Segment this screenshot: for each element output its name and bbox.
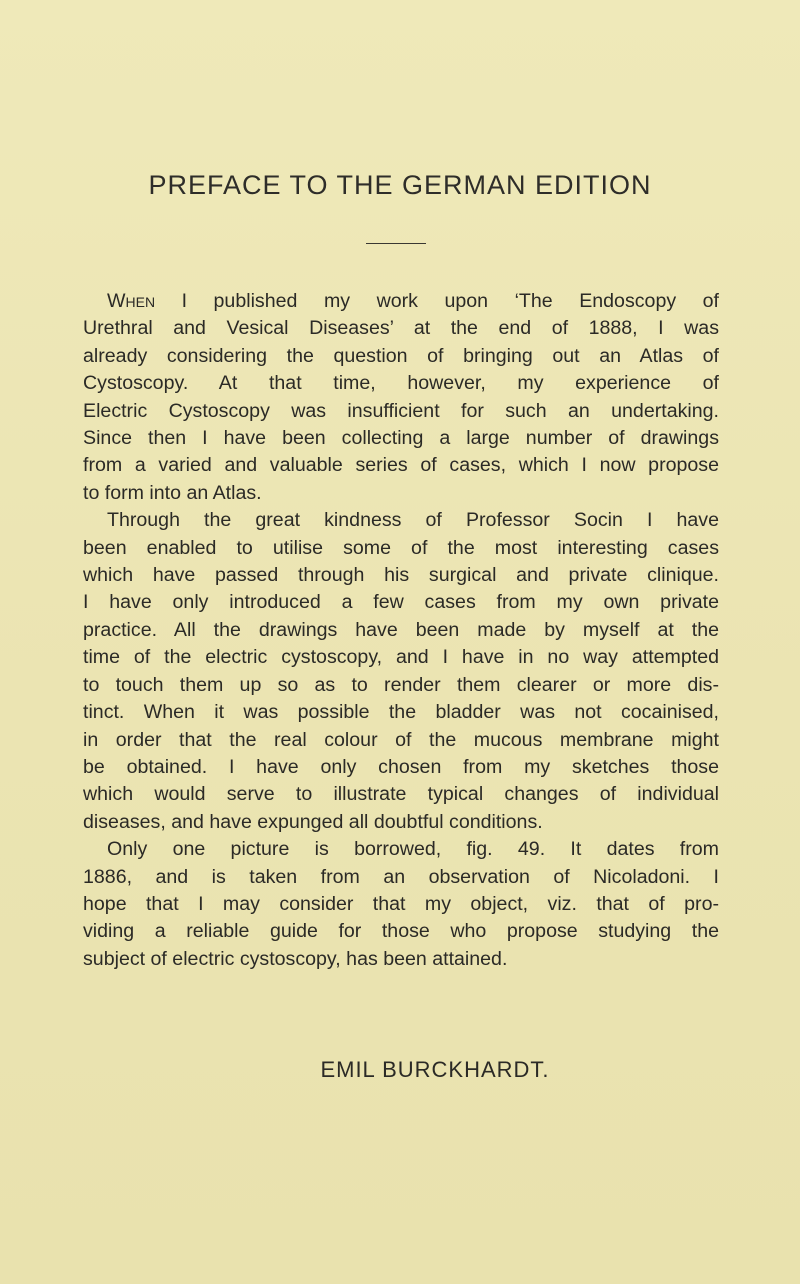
paragraph-2 <box>83 507 719 836</box>
paragraph-line: diseases, and have expunged all doubtful conditions. <box>83 810 543 833</box>
paragraph-line: Through the great kindness of Professor Socin I have <box>107 509 719 532</box>
paragraph-line: Since then I have been collecting a large number of drawings <box>83 427 719 450</box>
paragraph-line: in order that the real colour of the mucous membrane might <box>83 728 719 751</box>
lead-word: When <box>107 290 156 312</box>
author-signature: EMIL BURCKHARDT. <box>320 1057 550 1082</box>
paragraph-line: tinct. When it was possible the bladder was not cocainised, <box>83 701 719 724</box>
paragraph-line: Cystoscopy. At that time, however, my experience of <box>83 372 719 395</box>
paragraph-line: to form into an Atlas. <box>83 481 262 504</box>
paragraph-line: Only one picture is borrowed, fig. 49. It dates from <box>107 838 719 861</box>
paragraph-line: practice. All the drawings have been made by myself at the <box>83 618 719 641</box>
paragraph-line: hope that I may consider that my object, viz. that of pro- <box>83 892 719 915</box>
paragraph-line: 1886, and is taken from an observation of Nicoladoni. I <box>83 865 719 888</box>
paragraph-line: time of the electric cystoscopy, and I have in no way attempted <box>83 646 719 669</box>
paragraph-line: from a varied and valuable series of cases, which I now propose <box>83 454 719 477</box>
paragraph-line: Urethral and Vesical Diseases’ at the end of 1888, I was <box>83 317 719 340</box>
paragraph-line: I have only introduced a few cases from my own private <box>83 591 719 614</box>
paragraph-3 <box>83 836 719 973</box>
paragraph-line: to touch them up so as to render them clearer or more dis- <box>83 673 719 696</box>
title-rule <box>366 243 426 244</box>
page-title: PREFACE TO THE GERMAN EDITION <box>148 170 652 200</box>
paragraph-line: already considering the question of bringing out an Atlas of <box>83 344 719 367</box>
paragraph-1 <box>83 288 719 507</box>
paragraph-line: viding a reliable guide for those who propose studying the <box>83 920 719 943</box>
paragraph-line: which would serve to illustrate typical changes of individual <box>83 783 719 806</box>
paragraph-line: been enabled to utilise some of the most interesting cases <box>83 536 719 559</box>
paragraph-line: subject of electric cystoscopy, has been attained. <box>83 947 508 970</box>
preface-body <box>83 288 719 973</box>
paragraph-line: which have passed through his surgical and private clinique. <box>83 564 719 587</box>
paragraph-line: be obtained. I have only chosen from my sketches those <box>83 755 719 778</box>
paragraph-line: When I published my work upon ‘The Endoscopy of <box>107 290 719 312</box>
paragraph-line: Electric Cystoscopy was insufficient for such an undertaking. <box>83 399 719 422</box>
